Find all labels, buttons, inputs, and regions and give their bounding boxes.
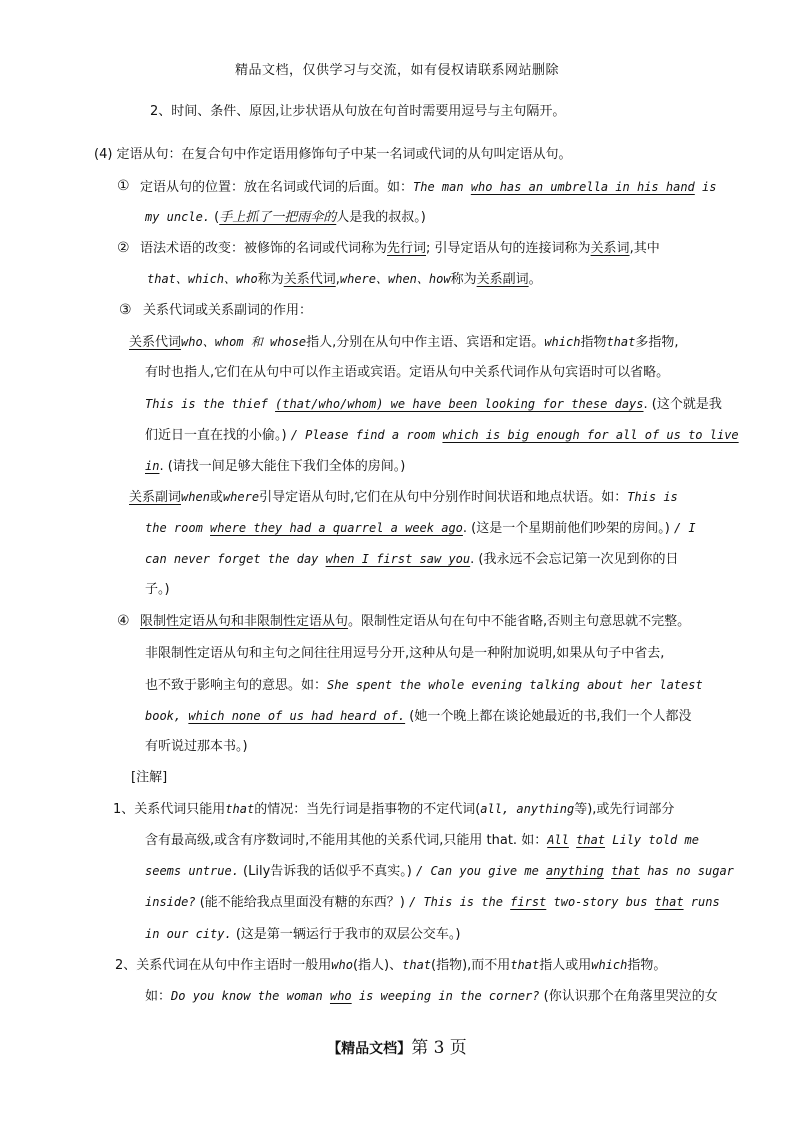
list-marker: ④ [117, 613, 130, 629]
text-line: 也不致于影响主句的意思。如：She spent the whole evening talking about her latest [145, 678, 703, 693]
text-line: my uncle. (手上抓了一把雨伞的人是我的叔叔。) [145, 210, 426, 225]
text-line: book, which none of us had heard of. (她一个晚上都在谈论她最近的书,我们一个人都没 [145, 709, 692, 724]
text-line: This is the thief (that/who/whom) we have been looking for these days. (这个就是我 [145, 397, 722, 412]
text-line: 有听说过那本书。) [145, 739, 248, 754]
text-line: 非限制性定语从句和主句之间往往用逗号分开,这种从句是一种附加说明,如果从句子中省去, [145, 646, 665, 661]
page-number: 第 3 页 [411, 1038, 467, 1058]
text-line: in our city. (这是第一辆运行于我市的双层公交车。) [145, 927, 461, 942]
text-line: in. (请找一间足够大能住下我们全体的房间。) [145, 459, 406, 474]
text-line: can never forget the day when I first saw you. (我永远不会忘记第一次见到你的日 [145, 552, 679, 567]
text-line: 关系副词when或where引导定语从句时,它们在从句中分别作时间状语和地点状语。如：This is [129, 490, 678, 505]
text-line: 如：Do you know the woman who is weeping in the corner? (你认识那个在角落里哭泣的女 [145, 989, 718, 1004]
text-line: 2、关系代词在从句中作主语时一般用who(指人)、that(指物),而不用that指人或用which指物。 [115, 958, 667, 973]
text-line: 含有最高级,或含有序数词时,不能用其他的关系代词,只能用 that. 如：All that Lily told me [145, 833, 699, 848]
text-line: 2、时间、条件、原因,让步状语从句放在句首时需要用逗号与主句隔开。 [150, 104, 566, 119]
list-marker: ① [117, 178, 130, 194]
text-line: that、which、who称为关系代词,where、when、how称为关系副词。 [147, 272, 542, 287]
text-line: 关系代词或关系副词的作用： [143, 303, 313, 318]
list-marker: ② [117, 240, 130, 256]
text-line: 语法术语的改变：被修饰的名词或代词称为先行词; 引导定语从句的连接词称为关系词,其中 [140, 241, 660, 256]
text-line: 子。) [145, 582, 170, 597]
footer-label: 【精品文档】 [327, 1041, 412, 1057]
text-line: 1、关系代词只能用that的情况：当先行词是指事物的不定代词(all, anything等),或先行词部分 [113, 802, 675, 817]
text-line: the room where they had a quarrel a week ago. (这是一个星期前他们吵架的房间。) / I [145, 521, 696, 536]
notes-heading: [注解] [131, 770, 168, 785]
text-line: 关系代词who、whom 和 whose指人,分别在从句中作主语、宾语和定语。which指物that多指物, [129, 335, 679, 350]
text-line: 限制性定语从句和非限制性定语从句。限制性定语从句在句中不能省略,否则主句意思就不完整。 [140, 614, 691, 629]
text-line: inside? (能不能给我点里面没有糖的东西？) / This is the first two-story bus that runs [145, 895, 720, 910]
page-footer [0, 1033, 794, 1058]
text-line: 有时也指人,它们在从句中可以作主语或宾语。定语从句中关系代词作从句宾语时可以省略。 [145, 365, 670, 380]
section-heading: (4) 定语从句：在复合句中作定语用修饰句子中某一名词或代词的从句叫定语从句。 [94, 147, 572, 162]
text-line: 定语从句的位置：放在名词或代词的后面。如：The man who has an umbrella in his hand is [140, 180, 717, 195]
text-line: 们近日一直在找的小偷。) / Please find a room which is big enough for all of us to live [145, 428, 739, 443]
list-marker: ③ [119, 302, 132, 318]
page-header: 精品文档，仅供学习与交流，如有侵权请联系网站删除 [234, 63, 559, 78]
text-line: seems untrue. (Lily告诉我的话似乎不真实。) / Can you give me anything that has no sugar [145, 864, 734, 879]
